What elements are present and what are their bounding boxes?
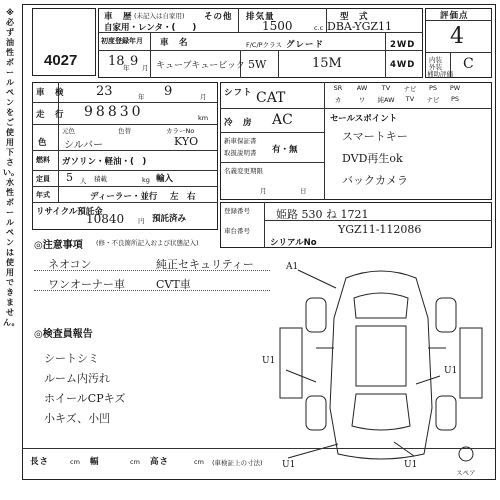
diagram-mark-a1: A1 <box>286 262 299 272</box>
use-types: 自家用・レンタ・( ) <box>104 23 197 33</box>
vb-line-6 <box>32 202 218 203</box>
width-unit: cm <box>130 458 140 466</box>
diagram-mark-u1-bottom-left: U1 <box>282 460 296 470</box>
reg-value: 姫路 530 ね 1721 <box>276 208 369 221</box>
grade-value: 15M <box>312 56 342 71</box>
hdr-vline-3 <box>150 32 151 78</box>
hdr-vline-1 <box>238 8 239 32</box>
import-label: 輸入 <box>156 174 174 184</box>
option-genuine-aw: 純AW <box>377 96 395 104</box>
footer-line <box>22 448 496 449</box>
diagram-mark-u1-left: U1 <box>262 356 276 366</box>
recycle-label: リサイクル預託金 <box>36 207 103 217</box>
sales-point-1: スマートキー <box>342 130 408 143</box>
color-change-label: 色替 <box>118 127 131 135</box>
load-label: 積載 <box>94 175 107 183</box>
option-wa: ワ <box>358 96 366 104</box>
recycle-value: 10840 <box>86 212 125 226</box>
eq-vline <box>324 82 325 200</box>
reg-label: 登録番号 <box>224 207 250 215</box>
inspection-label: 車 検 <box>36 88 65 98</box>
shift-type-value: CAT <box>256 90 286 106</box>
capacity-value: 5 <box>66 171 73 184</box>
manual-note: 取扱説明書 <box>224 149 257 157</box>
option-aw: AW <box>356 84 368 92</box>
car-diagram <box>276 258 486 468</box>
ac-value: AC <box>272 112 293 128</box>
option-navi: ナビ <box>403 85 417 93</box>
eq-line-3 <box>220 162 324 163</box>
length-label: 長さ <box>30 457 50 467</box>
color-label: 色 <box>38 138 48 148</box>
shift-label: F/C/Pクラス <box>246 41 282 49</box>
options-grid <box>326 84 490 106</box>
import-note: ディーラー・並行 <box>90 192 158 202</box>
month-value: 9 <box>130 54 139 69</box>
inspector-item-3: ホイールCPキズ <box>44 392 126 405</box>
vb-line-1 <box>32 102 218 103</box>
option-ps: PS <box>428 84 438 92</box>
mileage-label: 走 行 <box>36 110 65 120</box>
mileage-value: 98830 <box>84 104 144 120</box>
oil-pen-notice: ※必ず油性ボールペンをご使用下さい。水性ボールペンは使用できません。 <box>3 8 20 327</box>
mileage-unit: km <box>198 114 209 122</box>
recycle-unit: 円 <box>138 217 145 225</box>
vb-vline <box>58 82 59 202</box>
hdr-line-2 <box>98 50 423 51</box>
serial-label: シリアルNo <box>270 238 317 248</box>
capacity-label: 定員 <box>36 175 50 183</box>
inspector-item-4: 小キズ、小凹 <box>44 412 111 425</box>
displacement-unit: c.c <box>314 24 324 32</box>
diagram-mark-u1-bottom: U1 <box>404 460 418 470</box>
shift-value: 5W <box>248 58 267 71</box>
month-unit: 月 <box>142 64 149 72</box>
diagram-mark-u1-right: U1 <box>444 366 458 376</box>
score-line-2 <box>425 52 492 53</box>
sales-label: セールスポイント <box>330 114 398 124</box>
color-code-value: KYO <box>174 135 199 148</box>
car-name: キューブキュービック <box>156 61 245 71</box>
option-tv: TV <box>381 84 391 92</box>
owner-label: 名義変更期限 <box>224 167 263 175</box>
model-value: DBA-YGZ11 <box>327 20 393 33</box>
import-handle: 左 右 <box>170 192 196 202</box>
fuel-label: 燃料 <box>36 156 50 164</box>
option-sr: SR <box>333 84 343 92</box>
original-color-label: 元色 <box>62 127 75 135</box>
option-tv-2: TV <box>405 95 415 103</box>
manual-value: 有・無 <box>272 145 298 155</box>
inspection-month: 9 <box>164 84 173 99</box>
note-1: ネオコン <box>48 258 92 271</box>
drive-4wd: 4WD <box>390 60 416 70</box>
owner-day: 日 <box>300 187 307 195</box>
sales-point-3: バックカメラ <box>342 174 408 187</box>
displacement-value: 1500 <box>262 19 293 33</box>
exterior-label: 外装 <box>429 63 442 71</box>
notes-header: ◎注意事項 <box>34 240 83 251</box>
option-ps-2: PS <box>450 95 460 103</box>
vb-line-5 <box>32 186 218 187</box>
plate-vline <box>264 202 265 248</box>
inspector-item-1: シートシミ <box>44 352 99 365</box>
hdr-vline-5 <box>278 50 279 78</box>
capacity-unit: 人 <box>80 177 87 185</box>
inspection-month-unit: 月 <box>200 93 207 101</box>
option-ka: カ <box>334 96 342 104</box>
vb-line-3 <box>32 150 218 151</box>
history-label: 車 歴 <box>104 12 133 22</box>
dimensions-note: (車検証上の寸法) <box>212 459 263 467</box>
score-label: 評価点 <box>440 11 469 21</box>
ac-label: 冷 房 <box>224 118 253 128</box>
length-unit: cm <box>70 458 80 466</box>
interior-grade: C <box>463 56 474 72</box>
color-code-label: カラーNo <box>166 127 195 135</box>
load-unit: kg <box>142 176 150 184</box>
displacement-label: 排気量 <box>246 12 275 22</box>
option-navi-2: ナビ <box>426 96 440 104</box>
eq-line-2 <box>220 132 324 133</box>
interior-label: 内装 <box>429 56 442 64</box>
year-unit: 年 <box>123 64 130 72</box>
vb-line-2 <box>32 124 218 125</box>
history-year-label: 年式 <box>36 191 50 199</box>
inspection-year-unit: 年 <box>138 93 145 101</box>
serial-value: YGZ11-112086 <box>338 223 422 236</box>
notes-sub: (修・不良箇所記入および状態記入) <box>96 239 199 247</box>
spare-label: スペア <box>456 469 476 477</box>
note-2: 純正セキュリティー <box>156 258 254 271</box>
color-value: シルバー <box>64 140 104 151</box>
shift-type-label: シフト <box>224 88 253 98</box>
history-note: (未記入は自家用) <box>134 12 185 20</box>
owner-month: 月 <box>260 187 267 195</box>
vb-line-4 <box>32 170 218 171</box>
height-unit: cm <box>194 458 204 466</box>
repair-label: 補助評価 <box>427 70 453 78</box>
year-label: 初度登録年月 <box>101 37 143 45</box>
frame-label: 車台番号 <box>224 227 250 235</box>
manual-label: 新車保証書 <box>224 137 257 145</box>
height-label: 高さ <box>150 457 170 467</box>
score-value: 4 <box>450 24 464 49</box>
grade-label: グレード <box>286 40 325 50</box>
option-pw: PW <box>449 84 461 92</box>
eq-line-1 <box>220 108 492 109</box>
fuel-value: ガソリン・軽油・( ) <box>62 157 147 167</box>
inspector-header: ◎検査員報告 <box>34 329 93 340</box>
note-3: ワンオーナー車 <box>48 278 125 291</box>
inspection-year: 23 <box>96 84 113 99</box>
year-value: 18 <box>108 54 125 69</box>
drive-2wd: 2WD <box>390 40 416 50</box>
sales-point-2: DVD再生ok <box>342 152 403 165</box>
other-label: その他 <box>204 12 233 22</box>
hdr-vline-6 <box>385 32 386 78</box>
lot-number: 4027 <box>44 52 78 69</box>
inspector-item-2: ルーム内汚れ <box>44 372 110 385</box>
note-4: CVT車 <box>156 278 191 291</box>
width-label: 幅 <box>90 457 100 467</box>
recycle-status: 預託済み <box>152 214 187 224</box>
model-label: 型 式 <box>340 12 369 22</box>
name-label: 車 名 <box>160 38 189 48</box>
